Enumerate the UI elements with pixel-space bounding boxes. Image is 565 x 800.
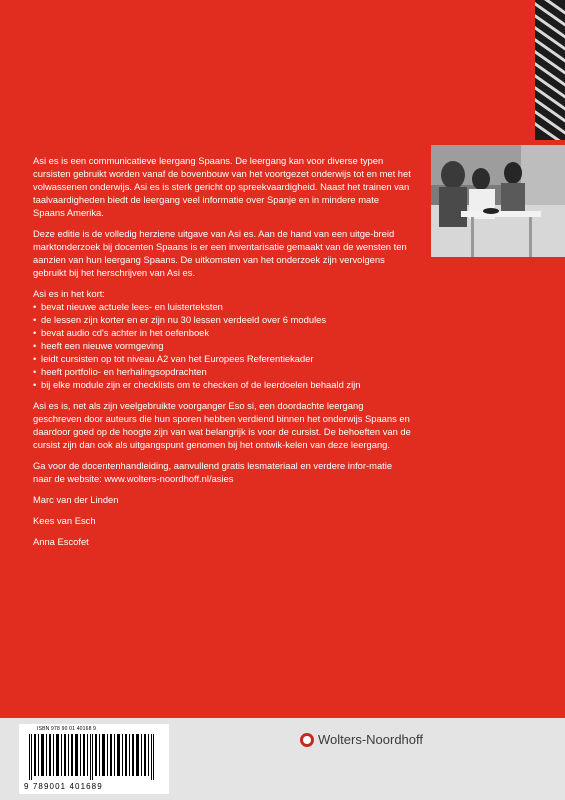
list-item: • leidt cursisten op tot niveau A2 van het Europees Referentiekader — [33, 352, 413, 365]
cafe-photo — [431, 145, 565, 257]
list-item: • heeft een nieuwe vormgeving — [33, 339, 413, 352]
authors-paragraph-context: Asi es is, net als zijn veelgebruikte voorganger Eso si, een doordachte leergang geschreven door auteurs die hun sporen hebben verdiend binnen het onderwijs Spaans en daardoor goed op de hoogte zijn van wat belangrijk is voor de cursist. De behoeften van de cursist zijn dan ook als uitgangspunt genomen bij het ontwik-kelen van deze leergang. — [33, 400, 411, 450]
list-item: • bevat audio cd's achter in het oefenboek — [33, 326, 413, 339]
footer-bar — [0, 718, 565, 800]
features-heading: Asi es in het kort: — [33, 288, 105, 299]
author-name: Marc van der Linden — [33, 494, 119, 505]
barcode-bars — [29, 734, 159, 780]
website-paragraph: Ga voor de docentenhandleiding, aanvullend gratis lesmateriaal en verdere infor-matie naar de website: www.wolters-noordhoff.nl/asies — [33, 460, 393, 484]
edition-paragraph: Deze editie is de volledig herziene uitgave van Asi es. Aan de hand van een uitge-breid marktonderzoek bij docenten Spaans is er een inventarisatie gemaakt van de wensten ten aanzien van hun leergang Spaans. De uitkomsten van het onderzoek zijn vervolgens gebruikt bij het herschrijven van Asi es. — [33, 228, 407, 278]
publisher-logo-icon — [300, 733, 314, 747]
publisher-brand — [300, 732, 423, 747]
list-item: • heeft portfolio- en herhalingsopdrachten — [33, 365, 413, 378]
description-text — [33, 154, 413, 556]
intro-paragraph: Asi es is een communicatieve leergang Spaans. De leergang kan voor diverse typen cursisten gebruikt worden vanaf de bovenbouw van het voortgezet onderwijs tot en met het volwassenen onderwijs. Asi es is sterk gericht op spreekvaardigheid. Naast het trainen van taalvaardigheden biedt de leergang veel informatie over Spanje en in mindere mate Spaans Amerika. — [33, 155, 411, 218]
decorative-stripes — [535, 0, 565, 140]
barcode — [19, 724, 169, 794]
author-name: Anna Escofet — [33, 536, 89, 547]
isbn-label: ISBN 978 90 01 40168 9 — [37, 726, 97, 732]
author-name: Kees van Esch — [33, 515, 96, 526]
publisher-name: Wolters-Noordhoff — [318, 732, 424, 747]
list-item: • de lessen zijn korter en er zijn nu 30 lessen verdeeld over 6 modules — [33, 313, 413, 326]
list-item: • bevat nieuwe actuele lees- en luisterteksten — [33, 300, 413, 313]
features-list — [33, 300, 413, 391]
barcode-digits: 9 789001 401689 — [24, 782, 103, 791]
list-item: • bij elke module zijn er checklists om te checken of de leerdoelen behaald zijn — [33, 378, 413, 391]
